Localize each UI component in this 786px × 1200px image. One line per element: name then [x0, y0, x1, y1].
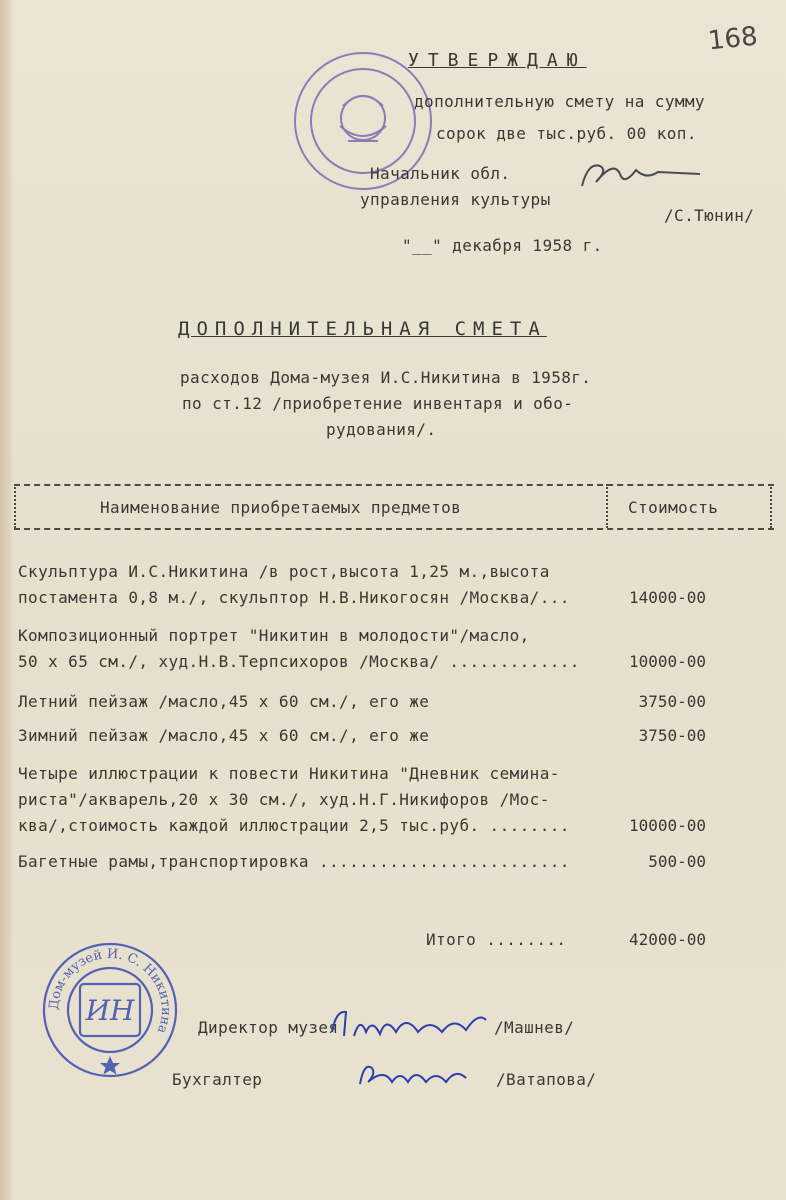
- item-5-line-2: риста"/акварель,20 х 30 см./, худ.Н.Г.Никифоров /Мос-: [18, 790, 550, 809]
- approval-line-2: сорок две тыс.руб. 00 коп.: [436, 124, 697, 143]
- approval-title: УТВЕРЖДАЮ: [408, 50, 587, 71]
- accountant-signature: [354, 1056, 472, 1096]
- approval-line-4: управления культуры: [360, 190, 551, 209]
- item-3-cost: 3750-00: [638, 692, 706, 711]
- approval-date: "__" декабря 1958 г.: [402, 236, 603, 255]
- item-3-line-1: Летний пейзаж /масло,45 х 60 см./, его же: [18, 692, 430, 711]
- total-label: Итого ........: [426, 930, 567, 949]
- document-subtitle-2: по ст.12 /приобретение инвентаря и обо-: [182, 394, 574, 413]
- item-4-line-1: Зимний пейзаж /масло,45 х 60 см./, его же: [18, 726, 430, 745]
- item-2-line-1: Композиционный портрет "Никитин в молодости"/масло,: [18, 626, 530, 645]
- approval-line-3: Начальник обл.: [370, 164, 511, 183]
- table-header-rule: [14, 528, 774, 530]
- item-1-line-2: постамента 0,8 м./, скульптор Н.В.Никогосян /Москва/...: [18, 588, 570, 607]
- director-label: Директор музея: [198, 1018, 339, 1037]
- folio-number: 168: [706, 21, 760, 57]
- director-name: /Машнев/: [494, 1018, 575, 1037]
- column-header-name: Наименование приобретаемых предметов: [100, 498, 462, 517]
- table-right-rule: [770, 484, 772, 528]
- item-5-cost: 10000-00: [628, 816, 706, 835]
- item-1-cost: 14000-00: [628, 588, 706, 607]
- item-4-cost: 3750-00: [638, 726, 706, 745]
- museum-stamp-monogram: ИН: [85, 994, 135, 1027]
- item-2-cost: 10000-00: [628, 652, 706, 671]
- accountant-name: /Ватапова/: [496, 1070, 597, 1089]
- total-amount: 42000-00: [628, 930, 706, 949]
- document-title: ДОПОЛНИТЕЛЬНАЯ СМЕТА: [178, 318, 547, 340]
- director-signature: [326, 1002, 494, 1048]
- table-column-rule: [606, 484, 608, 528]
- document-subtitle-3: рудования/.: [326, 420, 437, 439]
- accountant-label: Бухгалтер: [172, 1070, 263, 1089]
- approval-name: /С.Тюнин/: [664, 206, 755, 225]
- table-left-rule: [14, 484, 16, 528]
- item-5-line-1: Четыре иллюстрации к повести Никитина "Дневник семина-: [18, 764, 560, 783]
- approval-line-1: дополнительную смету на сумму: [414, 92, 705, 111]
- approver-signature: [574, 152, 704, 204]
- item-1-line-1: Скульптура И.С.Никитина /в рост,высота 1,25 м.,высота: [18, 562, 550, 581]
- column-header-cost: Стоимость: [628, 498, 719, 517]
- museum-stamp-ring-text: Дом-музей И. С. Никитина: [46, 946, 174, 1036]
- item-2-line-2: 50 х 65 см./, худ.Н.В.Терпсихоров /Москва/ .............: [18, 652, 580, 671]
- item-6-line-1: Багетные рамы,транспортировка .........................: [18, 852, 570, 871]
- table-top-rule: [14, 484, 774, 486]
- document-subtitle-1: расходов Дома-музея И.С.Никитина в 1958г.: [180, 368, 592, 387]
- item-6-cost: 500-00: [648, 852, 706, 871]
- museum-stamp: [38, 938, 182, 1082]
- item-5-line-3: ква/,стоимость каждой иллюстрации 2,5 тыс.руб. ........: [18, 816, 570, 835]
- binding-edge: [0, 0, 14, 1200]
